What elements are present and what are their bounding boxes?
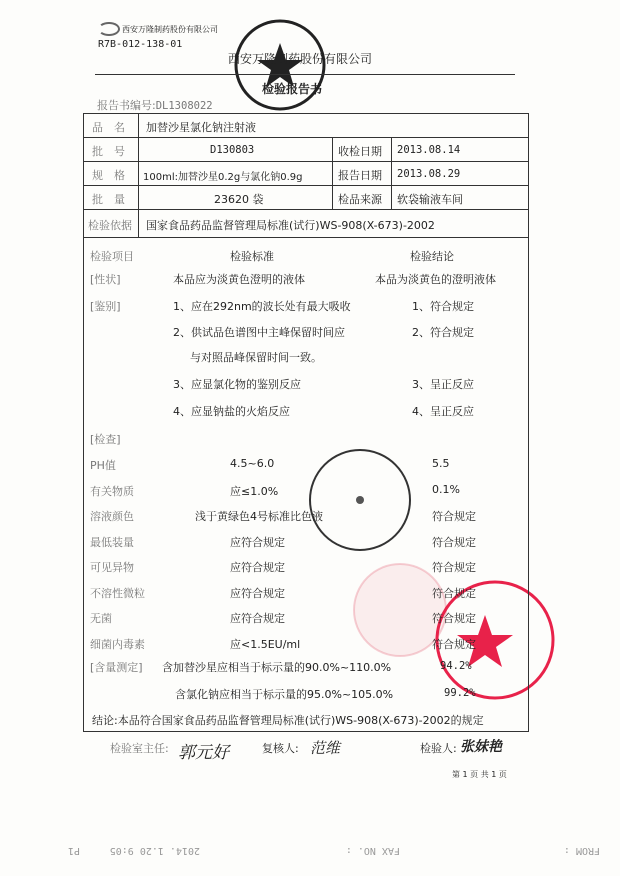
report-date: 2013.08.29 xyxy=(397,168,461,180)
check-standard: 应符合规定 xyxy=(230,586,285,600)
check-standard: 应符合规定 xyxy=(230,612,285,625)
assay-result: 94.2% xyxy=(440,660,472,672)
fax-from: FROM : xyxy=(563,845,600,856)
conclusion: 结论:本品符合国家食品药品监督管理局标准(试行)WS-908(X-673)-2002的规定 xyxy=(92,714,484,727)
appearance-standard: 本品应为淡黄色澄明的液体 xyxy=(173,273,305,286)
id-result: 3、呈正反应 xyxy=(412,378,474,391)
col-item: 检验项目 xyxy=(90,250,134,263)
check-standard: 应<1.5EU/ml xyxy=(230,637,301,651)
fax-page: P1 xyxy=(67,845,80,856)
assay-standard: 含氯化钠应相当于标示量的95.0%~105.0% xyxy=(175,688,394,701)
recv-date-label: 收检日期 xyxy=(338,145,382,158)
inspector-signature: 张妹艳 xyxy=(460,739,502,755)
director-label: 检验室主任: xyxy=(110,742,169,755)
basis-label: 检验依据 xyxy=(88,219,132,232)
director-signature: 郭元好 xyxy=(178,743,229,763)
fax-datetime: 2014. 1.20 9:05 xyxy=(109,845,200,856)
check-item: 有关物质 xyxy=(90,484,134,498)
page-number: 第 1 页 共 1 页 xyxy=(452,770,507,779)
id-result: 4、呈正反应 xyxy=(412,405,474,418)
recv-date: 2013.08.14 xyxy=(397,144,461,156)
sample-source: 软袋输液车间 xyxy=(397,193,463,206)
check-result: 符合规定 xyxy=(432,510,476,523)
check-result: 符合规定 xyxy=(432,612,476,625)
check-item: 最低装量 xyxy=(90,535,134,549)
id-result: 1、符合规定 xyxy=(412,300,474,313)
section-assay: [含量测定] xyxy=(90,661,143,674)
batch-qty: 23620 袋 xyxy=(214,193,264,206)
check-item: 溶液颜色 xyxy=(90,510,134,523)
report-date-label: 报告日期 xyxy=(338,169,382,182)
check-standard: 应符合规定 xyxy=(230,535,285,549)
id-result: 2、符合规定 xyxy=(412,326,474,339)
id-standard-cont: 与对照品峰保留时间一致。 xyxy=(190,351,322,364)
fax-header xyxy=(60,840,600,860)
assay-result: 99.2% xyxy=(444,687,476,699)
spec-label: 规 格 xyxy=(92,169,125,182)
assay-standard: 含加替沙星应相当于标示量的90.0%~110.0% xyxy=(162,661,392,674)
id-standard: 4、应显钠盐的火焰反应 xyxy=(173,405,290,418)
doc-title: 检验报告书 xyxy=(262,82,323,96)
check-item: PH值 xyxy=(90,459,116,472)
section-appearance: [性状] xyxy=(90,273,121,286)
doc-code: R7B-012-138-01 xyxy=(98,39,183,50)
product-label: 品 名 xyxy=(92,121,125,134)
source-label: 检品来源 xyxy=(338,193,382,206)
inspector-label: 检验人: xyxy=(420,742,457,755)
check-item: 细菌内毒素 xyxy=(90,637,145,651)
check-standard: 浅于黄绿色4号标准比色液 xyxy=(195,510,323,523)
batch-label: 批 号 xyxy=(92,145,125,158)
id-standard: 2、供试品色谱图中主峰保留时间应 xyxy=(173,326,345,339)
check-result: 符合规定 xyxy=(432,561,476,574)
check-result: 5.5 xyxy=(432,457,450,470)
check-result: 符合规定 xyxy=(432,535,476,549)
fax-number: FAX NO. : xyxy=(345,845,400,856)
reviewer-label: 复核人: xyxy=(262,742,299,755)
check-standard: 4.5~6.0 xyxy=(230,457,275,470)
spec: 100ml:加替沙星0.2g与氯化钠0.9g xyxy=(143,172,303,183)
check-item: 可见异物 xyxy=(90,561,134,574)
company-logo-icon xyxy=(98,22,120,36)
batch-number: D130803 xyxy=(210,144,255,156)
id-standard: 3、应显氯化物的鉴别反应 xyxy=(173,378,301,391)
qty-label: 批 量 xyxy=(92,193,125,206)
check-standard: 应符合规定 xyxy=(230,561,285,574)
check-standard: 应≤1.0% xyxy=(230,484,279,498)
check-item: 无菌 xyxy=(90,612,112,625)
check-result: 符合规定 xyxy=(432,637,476,651)
section-check: [检查] xyxy=(90,433,121,446)
reviewer-signature: 范维 xyxy=(310,739,341,757)
check-result: 0.1% xyxy=(432,482,460,496)
check-result: 符合规定 xyxy=(432,586,476,600)
section-identification: [鉴别] xyxy=(90,300,121,313)
col-conclusion: 检验结论 xyxy=(410,250,454,263)
id-standard: 1、应在292nm的波长处有最大吸收 xyxy=(173,300,351,313)
report-no: 报告书编号:DL1308022 xyxy=(97,99,213,112)
check-item: 不溶性微粒 xyxy=(90,586,145,600)
appearance-result: 本品为淡黄色的澄明液体 xyxy=(375,273,496,286)
company-name: 西安万隆制药股份有限公司 xyxy=(228,52,373,66)
col-standard: 检验标准 xyxy=(230,250,274,263)
product-name: 加替沙星氯化钠注射液 xyxy=(146,121,256,134)
company-small: 西安万隆制药股份有限公司 xyxy=(122,25,218,34)
inspection-basis: 国家食品药品监督管理局标准(试行)WS-908(X-673)-2002 xyxy=(146,219,435,232)
